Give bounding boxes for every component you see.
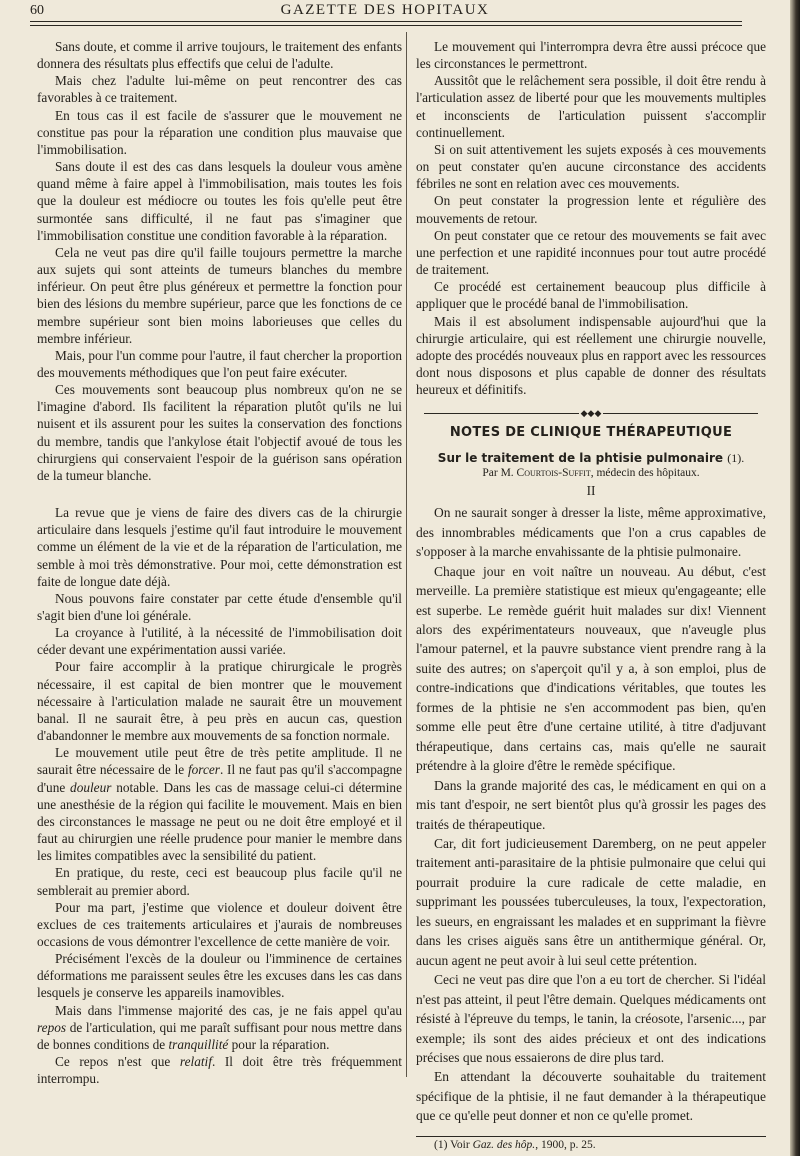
paragraph: Mais chez l'adulte lui-même on peut rencontrer des cas favorables à ce traitement. [37,73,402,106]
paragraph: Mais, pour l'un comme pour l'autre, il faut chercher la proportion des mouvements méthodiques que l'on peut faire exécuter. [37,347,402,380]
paragraph: Mais il est absolument indispensable aujourd'hui que la chirurgie articulaire, qui est réellement une chirurgie nouvelle, adopte des procédés nouveaux plus en rapport avec les ressources dont nous disposons et plus capable de donner des résultats heureux et définitifs. [416,313,766,398]
byline: Par M. Courtois-Suffit, médecin des hôpitaux. [482,467,700,480]
paragraph: Chaque jour en voit naître un nouveau. Au début, c'est merveille. La première statistique est mieux qu'engageante; elle est superbe. Le remède guérit huit malades sur dix! Viennent alors des expérimentateurs nouveaux, que n'aveugle plus l'amour paternel, et la pauvre substance vient prendre rang à la suite des autres; on s'aperçoit qu'il y a, à son emploi, plus de contre-indications que d'indications véritables, que toutes les formes de la phtisie ne s'en accommodent pas bien, qu'en somme elle peut être d'une certaine utilité, à titre d'adjuvant thérapeutique, dans certains cas, mais qu'elle ne saurait prétendre à la gloire d'être le remède spécifique. [416,563,766,774]
paragraph: En pratique, du reste, ceci est beaucoup plus facile qu'il ne semblerait au premier abord. [37,865,402,898]
page-number: 60 [30,3,44,18]
page-header [0,0,770,22]
journal-title: GAZETTE DES HOPITAUX [280,2,490,18]
paragraph: Pour faire accomplir à la pratique chirurgicale le progrès nécessaire, il est capital de bien montrer que le mouvement nécessaire à l'articulation malade ne saurait être un mouvement banal. Il ne saurait être, à peu près en aucun cas, question d'abandonner le membre aux mouvements de sa fonction normale. [37,659,402,744]
paragraph: En attendant la découverte souhaitable du traitement spécifique de la phtisie, il ne faut demander à la thérapeutique que ce qu'elle peut donner et non ce qu'elle promet. [416,1069,766,1124]
right-column [416,38,766,1153]
paragraph: La croyance à l'utilité, à la nécessité de l'immobilisation doit céder devant une expérimentation aussi variée. [37,625,402,658]
paragraph: On peut constater que ce retour des mouvements se fait avec une perfection et une rapidité inconnues pour tout autre procédé de traitement. [416,227,766,278]
paragraph: Aussitôt que le relâchement sera possible, il doit être rendu à l'articulation assez de liberté pour que les mouvements multiples et inconscients de l'articulation puissent s'accomplir continuellement. [416,73,766,140]
paragraph: Mais dans l'immense majorité des cas, je ne fais appel qu'au repos de l'articulation, qui me paraît suffisant pour nous mettre dans de bonnes conditions de tranquillité pour la réparation. [37,1002,402,1052]
paragraph: Précisément l'excès de la douleur ou l'imminence de certaines déformations me paraissent seules être les excuses dans les cas dans lesquels je conserve les appareils inamovibles. [37,951,402,1001]
left-column [37,38,402,1087]
footnote-reference: (1). [727,451,745,466]
paragraph: Pour ma part, j'estime que violence et douleur doivent être exclues de ces traitements articulaires et j'aurais de nombreuses occasions de vous démontrer l'excellence de cette manière de voir. [37,899,402,949]
section-title: NOTES DE CLINIQUE THÉRAPEUTIQUE [449,425,733,441]
paragraph: Ce repos n'est que relatif. Il doit être très fréquemment interrompu. [37,1054,402,1087]
paragraph: Le mouvement qui l'interrompra devra être aussi précoce que les circonstances le permettront. [416,39,766,72]
paragraph: Si on suit attentivement les sujets exposés à ces mouvements on peut constater qu'en aucune circonstance des accidents fébriles ne sont en relation avec ces mouvements. [416,141,766,192]
paragraph: Sans doute il est des cas dans lesquels la douleur vous amène quand même à faire appel à l'immobilisation, mais toutes les fois que la douleur est médiocre ou toutes les fois qu'elle peut être surmontée sans difficulté, il ne faut pas s'imaginer que l'immobilisation constitue une condition favorable à la réparation. [37,159,402,243]
section-gap [37,484,402,504]
paragraph: Dans la grande majorité des cas, le médicament en qui on a mis tant d'espoir, ne sert bientôt plus qu'à grossir les pages des traités de thérapeutique. [416,777,766,832]
part-numeral: II [586,483,596,499]
page-binding-edge [790,0,800,1156]
paragraph: On ne saurait songer à dresser la liste, même approximative, des innombrables médicaments que l'on a crus capables de s'opposer à la marche envahissante de la phtisie pulmonaire. [416,505,766,560]
header-rule [30,21,742,26]
paragraph: Ces mouvements sont beaucoup plus nombreux qu'on ne se l'imagine d'abord. Ils facilitent la réparation plutôt qu'ils ne lui nuisent et ils assurent pour les suites la conservation des fonctions du membre, tandis que l'ankylose était l'objectif avoué de tous les chirurgiens qui conservaient l'espoir de la guérison sans opération de la tumeur blanche. [37,382,402,483]
paragraph: Cela ne veut pas dire qu'il faille toujours permettre la marche aux sujets qui sont atteints de tumeurs blanches du membre inférieur. On peut être plus généreux et permettre la fonction pour bien des lésions du membre supérieur, parce que les fonctions de ce membre supérieur sont bien moins laborieuses que celles du membre inférieur. [37,244,402,346]
paragraph: Sans doute, et comme il arrive toujours, le traitement des enfants donnera des résultats plus effectifs que celui de l'adulte. [37,39,402,72]
paragraph: Ceci ne veut pas dire que l'on a eu tort de chercher. Si l'idéal n'est pas atteint, il peut l'être demain. Quelques médicaments ont résisté à l'épreuve du temps, le tanin, la créosote, l'arsenic..., par exemple; ils sont des aides précieux et ont des indications précises que nous essaierons de dire plus tard. [416,972,766,1065]
paragraph: Ce procédé est certainement beaucoup plus difficile à appliquer que le procédé banal de l'immobilisation. [416,279,766,312]
paragraph: Car, dit fort judicieusement Daremberg, on ne peut appeler traitement anti-parasitaire de la phtisie pulmonaire que celui qui pourrait produire la cure radicale de cette maladie, en supprimant les poussées tuberculeuses, la toux, l'expectoration, les sueurs, en engraissant les malades et en supprimant la fièvre dans les crises aiguës sans être un antithermique général. Or, aucun agent ne peut avoir à lui seul cette prétention. [416,835,766,968]
column-divider [406,32,407,1077]
paragraph: Le mouvement utile peut être de très petite amplitude. Il ne saurait être nécessaire de le forcer. Il ne faut pas qu'il s'accompagne d'une douleur notable. Dans les cas de massage celui-ci détermine une anesthésie de la région qui facilite le mouvement. Mais en bien des circonstances le massage ne peut ou ne doit être employé et il faut au chirurgien une réelle prudence pour manier le membre dans les limites compatibles avec la sensibilité du patient. [37,745,403,864]
paragraph: En tous cas il est facile de s'assurer que le mouvement ne constitue pas pour la réparation une condition plus mauvaise que l'immobilisation. [37,107,402,157]
article-body [416,503,766,1126]
article-title: Sur le traitement de la phtisie pulmonaire (1). [437,451,745,466]
section-separator: ◆◆◆ [416,408,766,416]
author-name: Courtois-Suffit [516,467,591,480]
paragraph: On peut constater la progression lente et régulière des mouvements de retour. [416,193,766,226]
paragraph: Nous pouvons faire constater par cette étude d'ensemble qu'il s'agit bien d'une loi générale. [37,590,402,623]
paragraph: La revue que je viens de faire des divers cas de la chirurgie articulaire dans lesquels j'estime qu'il faut introduire le mouvement comme un élément de la vie et de la réparation de l'articulation, me semble à moi très démonstrative. Pour moi, cette démonstration est faite de longue date déjà. [37,505,402,589]
footnote: (1) Voir Gaz. des hôp., 1900, p. 25. [434,1138,596,1151]
